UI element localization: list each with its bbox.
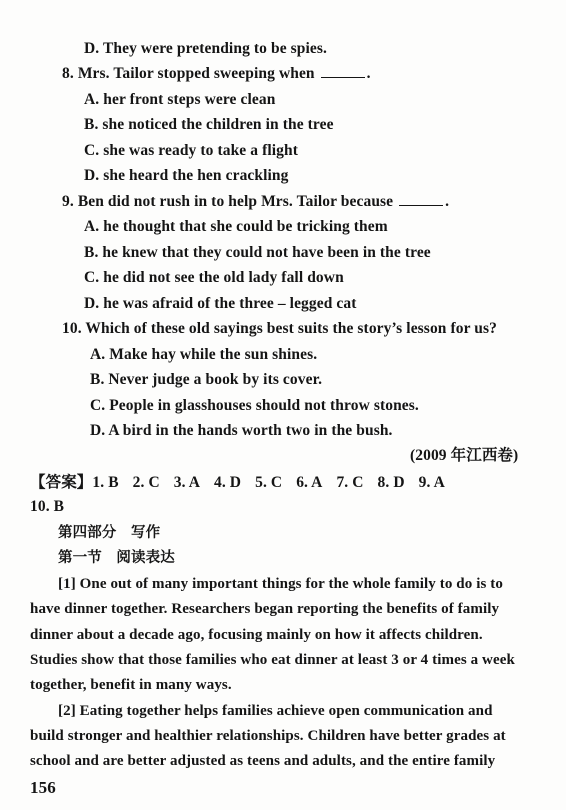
passage-line: have dinner together. Researchers began reporting the benefits of family bbox=[30, 601, 500, 617]
option-9a: A. he thought that she could be tricking them bbox=[84, 218, 388, 235]
passage-line: Studies show that those families who eat dinner at least 3 or 4 times a week bbox=[30, 652, 515, 668]
passage-line: [1] One out of many important things for the whole family to do is to bbox=[58, 576, 503, 592]
page-number: 156 bbox=[30, 778, 56, 797]
answer-item: 7. C bbox=[336, 474, 364, 491]
passage-line: together, benefit in many ways. bbox=[30, 677, 232, 693]
question-10-text: Which of these old sayings best suits the story’s lesson for us? bbox=[85, 320, 497, 337]
option-8d: D. she heard the hen crackling bbox=[84, 167, 289, 184]
answer-item: 2. C bbox=[132, 474, 160, 491]
option-7d: D. They were pretending to be spies. bbox=[84, 40, 327, 57]
option-10a: A. Make hay while the sun shines. bbox=[90, 346, 318, 363]
answer-item: 8. D bbox=[377, 474, 405, 491]
passage-line: build stronger and healthier relationships. Children have better grades at bbox=[30, 728, 506, 744]
answer-item-last: 10. B bbox=[30, 498, 65, 515]
answer-item: 1. B bbox=[92, 474, 119, 491]
passage-line: [2] Eating together helps families achieve open communication and bbox=[58, 703, 493, 719]
question-10-number: 10. bbox=[62, 320, 82, 337]
option-9d: D. he was afraid of the three – legged cat bbox=[84, 295, 357, 312]
question-9-text: Ben did not rush in to help Mrs. Tailor because bbox=[77, 193, 394, 210]
option-8b: B. she noticed the children in the tree bbox=[84, 116, 334, 133]
answer-tag: 【答案】 bbox=[30, 473, 93, 491]
answer-blank bbox=[321, 65, 365, 78]
answer-item: 5. C bbox=[255, 474, 283, 491]
section-title: 第一节 阅读表达 bbox=[58, 550, 175, 566]
option-8a: A. her front steps were clean bbox=[84, 91, 276, 108]
option-10d: D. A bird in the hands worth two in the bush. bbox=[90, 422, 393, 439]
answer-item: 9. A bbox=[418, 474, 445, 491]
question-8-text: Mrs. Tailor stopped sweeping when bbox=[77, 65, 315, 82]
option-8c: C. she was ready to take a flight bbox=[84, 142, 298, 159]
question-9-stem bbox=[62, 192, 449, 212]
question-9-number: 9. bbox=[62, 193, 74, 210]
answer-item: 4. D bbox=[214, 474, 242, 491]
source-note: (2009 年江西卷) bbox=[410, 447, 519, 464]
option-10b: B. Never judge a book by its cover. bbox=[90, 371, 323, 388]
answer-key bbox=[30, 472, 459, 493]
question-10-stem bbox=[62, 319, 497, 339]
answer-item: 6. A bbox=[296, 474, 323, 491]
question-9-end: . bbox=[445, 193, 450, 210]
question-8-stem bbox=[62, 64, 371, 84]
passage-line: school and are better adjusted as teens and adults, and the entire family bbox=[30, 753, 496, 769]
question-8-number: 8. bbox=[62, 65, 74, 82]
answer-item: 3. A bbox=[173, 474, 200, 491]
part-title: 第四部分 写作 bbox=[58, 525, 161, 541]
passage-line: dinner about a decade ago, focusing mainly on how it affects children. bbox=[30, 627, 483, 643]
question-8-end: . bbox=[366, 65, 371, 82]
option-10c: C. People in glasshouses should not throw stones. bbox=[90, 397, 419, 414]
option-9c: C. he did not see the old lady fall down bbox=[84, 269, 344, 286]
option-9b: B. he knew that they could not have been in the tree bbox=[84, 244, 431, 261]
answer-blank bbox=[399, 193, 443, 206]
